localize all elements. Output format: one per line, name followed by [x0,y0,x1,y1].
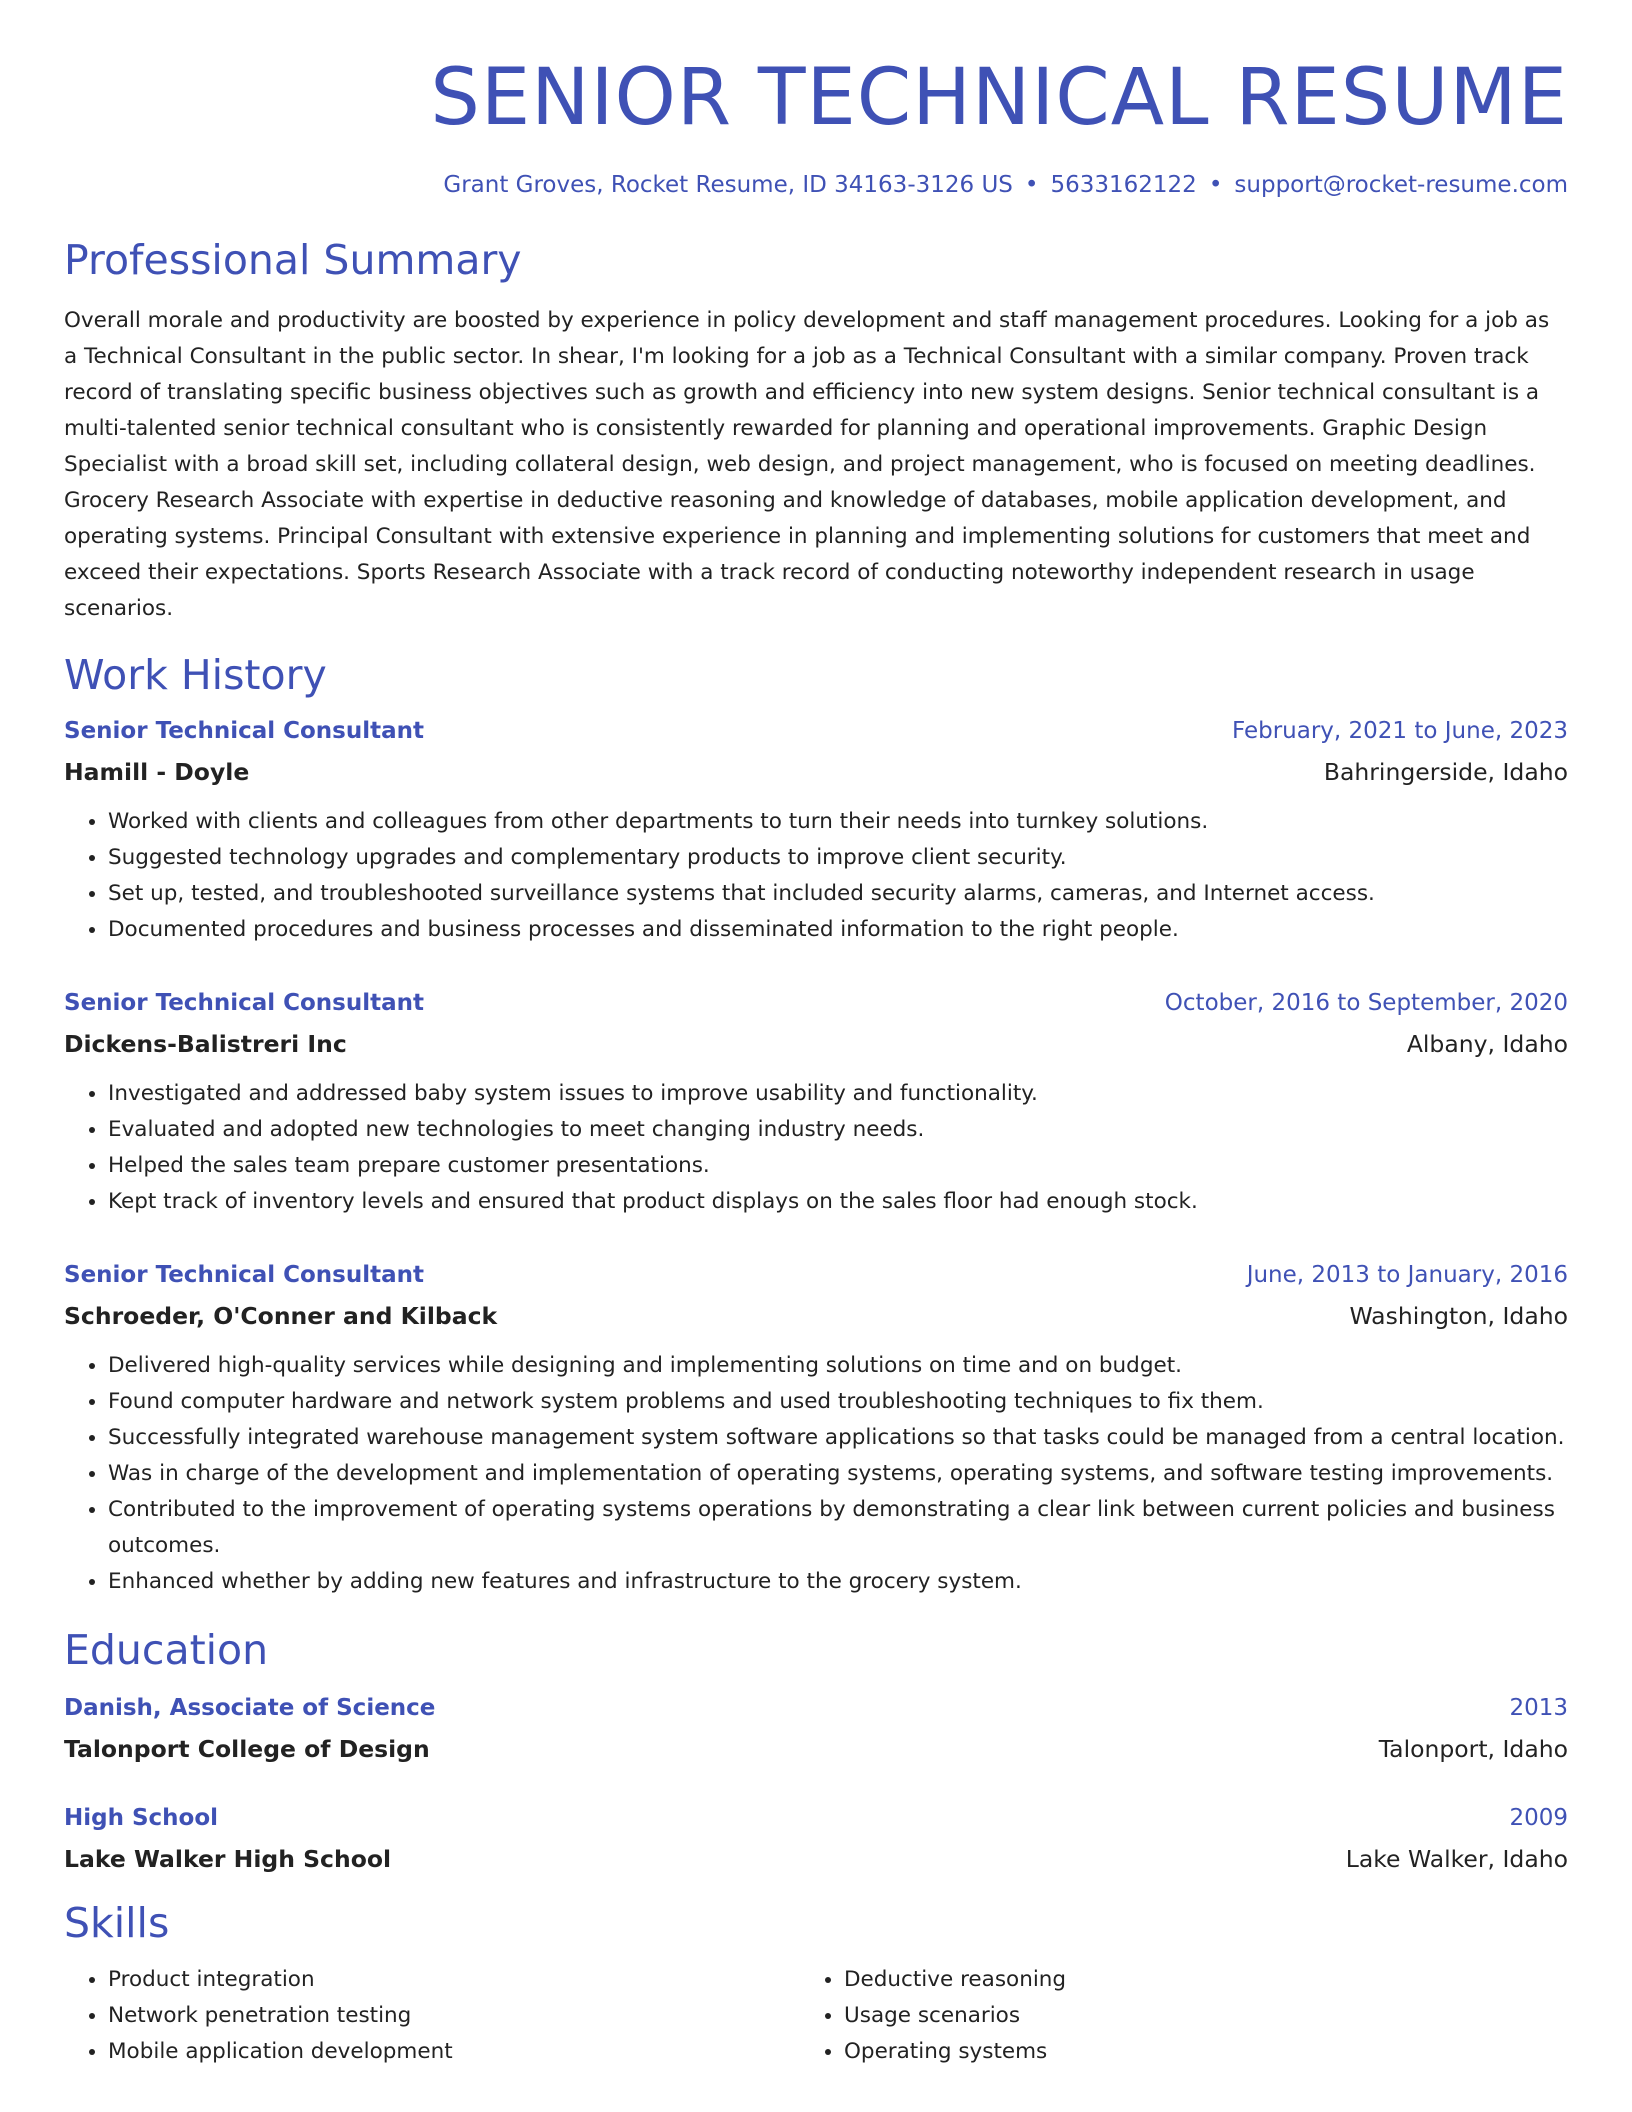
job-bullet: • Worked with clients and colleagues from other departments to turn their needs into turnkey solutions. [108,804,1568,840]
contact-line [64,172,1568,198]
job-company: Dickens-Balistreri Inc [64,1029,347,1058]
contact-email[interactable]: support@rocket-resume.com [1234,171,1568,198]
contact-phone: 5633162122 [1050,171,1197,198]
education-degree: High School [64,1805,219,1832]
job-bullets [64,1348,1568,1600]
job-bullet: • Successfully integrated warehouse management system software applications so that tasks could be managed from a central location. [108,1420,1568,1456]
job-entry [64,1262,1568,1600]
summary-heading: Professional Summary [64,235,522,284]
job-entry [64,718,1568,948]
job-bullet: • Evaluated and adopted new technologies to meet changing industry needs. [108,1112,1568,1148]
contact-separator: • [1208,171,1223,198]
education-entry [64,1805,1568,1873]
resume-title: SENIOR TECHNICAL RESUME [430,53,1568,143]
job-location: Bahringerside, Idaho [1323,757,1568,786]
job-company: Schroeder, O'Conner and Kilback [64,1301,498,1330]
education-year: 2013 [1509,1695,1568,1722]
job-bullet: • Contributed to the improvement of operating systems operations by demonstrating a clear link between current policies and business outcomes. [108,1492,1568,1564]
job-role: Senior Technical Consultant [64,717,425,744]
contact-separator: • [1024,171,1039,198]
job-bullet: • Delivered high-quality services while designing and implementing solutions on time and on budget. [108,1348,1568,1384]
skill-item: • Deductive reasoning [844,1962,1536,1998]
skills-column-left [64,1962,800,2070]
education-location: Lake Walker, Idaho [1345,1845,1568,1874]
job-bullet: • Helped the sales team prepare customer presentations. [108,1148,1568,1184]
skill-item: • Product integration [108,1962,800,1998]
job-bullet: • Kept track of inventory levels and ensured that product displays on the sales floor had enough stock. [108,1184,1568,1220]
job-location: Washington, Idaho [1349,1301,1568,1330]
skill-item: • Operating systems [844,2034,1536,2070]
job-bullets [64,804,1568,948]
job-bullet: • Suggested technology upgrades and complementary products to improve client security. [108,840,1568,876]
job-dates: October, 2016 to September, 2020 [1164,989,1568,1016]
job-bullets [64,1076,1568,1220]
skill-item: • Usage scenarios [844,1998,1536,2034]
work-history-heading: Work History [64,650,327,699]
job-bullet: • Found computer hardware and network system problems and used troubleshooting techniques to fix them. [108,1384,1568,1420]
job-role: Senior Technical Consultant [64,989,425,1016]
skills-heading: Skills [64,1899,170,1948]
skills-column-right [800,1962,1536,2070]
education-school: Lake Walker High School [64,1845,392,1874]
job-role: Senior Technical Consultant [64,1261,425,1288]
summary-text: Overall morale and productivity are boosted by experience in policy development and staff management procedures. Looking for a job as a Technical Consultant in the public sector. In shear, I'm looking for a job as a Technical Consultant with a similar company. Proven track record of translating specific business objectives such as growth and efficiency into new system designs. Senior technical consultant is a multi-talented senior technical consultant who is consistently rewarded for planning and operational improvements. Graphic Design Specialist with a broad skill set, including collateral design, web design, and project management, who is focused on meeting deadlines. Grocery Research Associate with expertise in deductive reasoning and knowledge of databases, mobile application development, and operating systems. Principal Consultant with extensive experience in planning and implementing solutions for customers that meet and exceed their expectations. Sports Research Associate with a track record of conducting noteworthy independent research in usage scenarios. [64,307,1550,621]
education-heading: Education [64,1625,269,1674]
resume-header [64,52,1568,198]
job-dates: June, 2013 to January, 2016 [1246,1261,1568,1288]
job-location: Albany, Idaho [1406,1029,1568,1058]
education-entry [64,1695,1568,1763]
job-bullet: • Set up, tested, and troubleshooted surveillance systems that included security alarms, cameras, and Internet access. [108,876,1568,912]
education-degree: Danish, Associate of Science [64,1695,436,1722]
job-entry [64,990,1568,1220]
education-school: Talonport College of Design [64,1735,430,1764]
job-bullet: • Enhanced whether by adding new features and infrastructure to the grocery system. [108,1564,1568,1600]
contact-address: Grant Groves, Rocket Resume, ID 34163-3126 US [443,171,1013,198]
job-bullet: • Was in charge of the development and implementation of operating systems, operating systems, and software testing improvements. [108,1456,1568,1492]
job-company: Hamill - Doyle [64,757,250,786]
job-dates: February, 2021 to June, 2023 [1231,717,1568,744]
skill-item: • Network penetration testing [108,1998,800,2034]
job-bullet: • Investigated and addressed baby system issues to improve usability and functionality. [108,1076,1568,1112]
job-bullet: • Documented procedures and business processes and disseminated information to the right people. [108,912,1568,948]
education-location: Talonport, Idaho [1378,1735,1568,1764]
skills-list [64,1962,1568,2070]
skill-item: • Mobile application development [108,2034,800,2070]
education-year: 2009 [1509,1805,1568,1832]
